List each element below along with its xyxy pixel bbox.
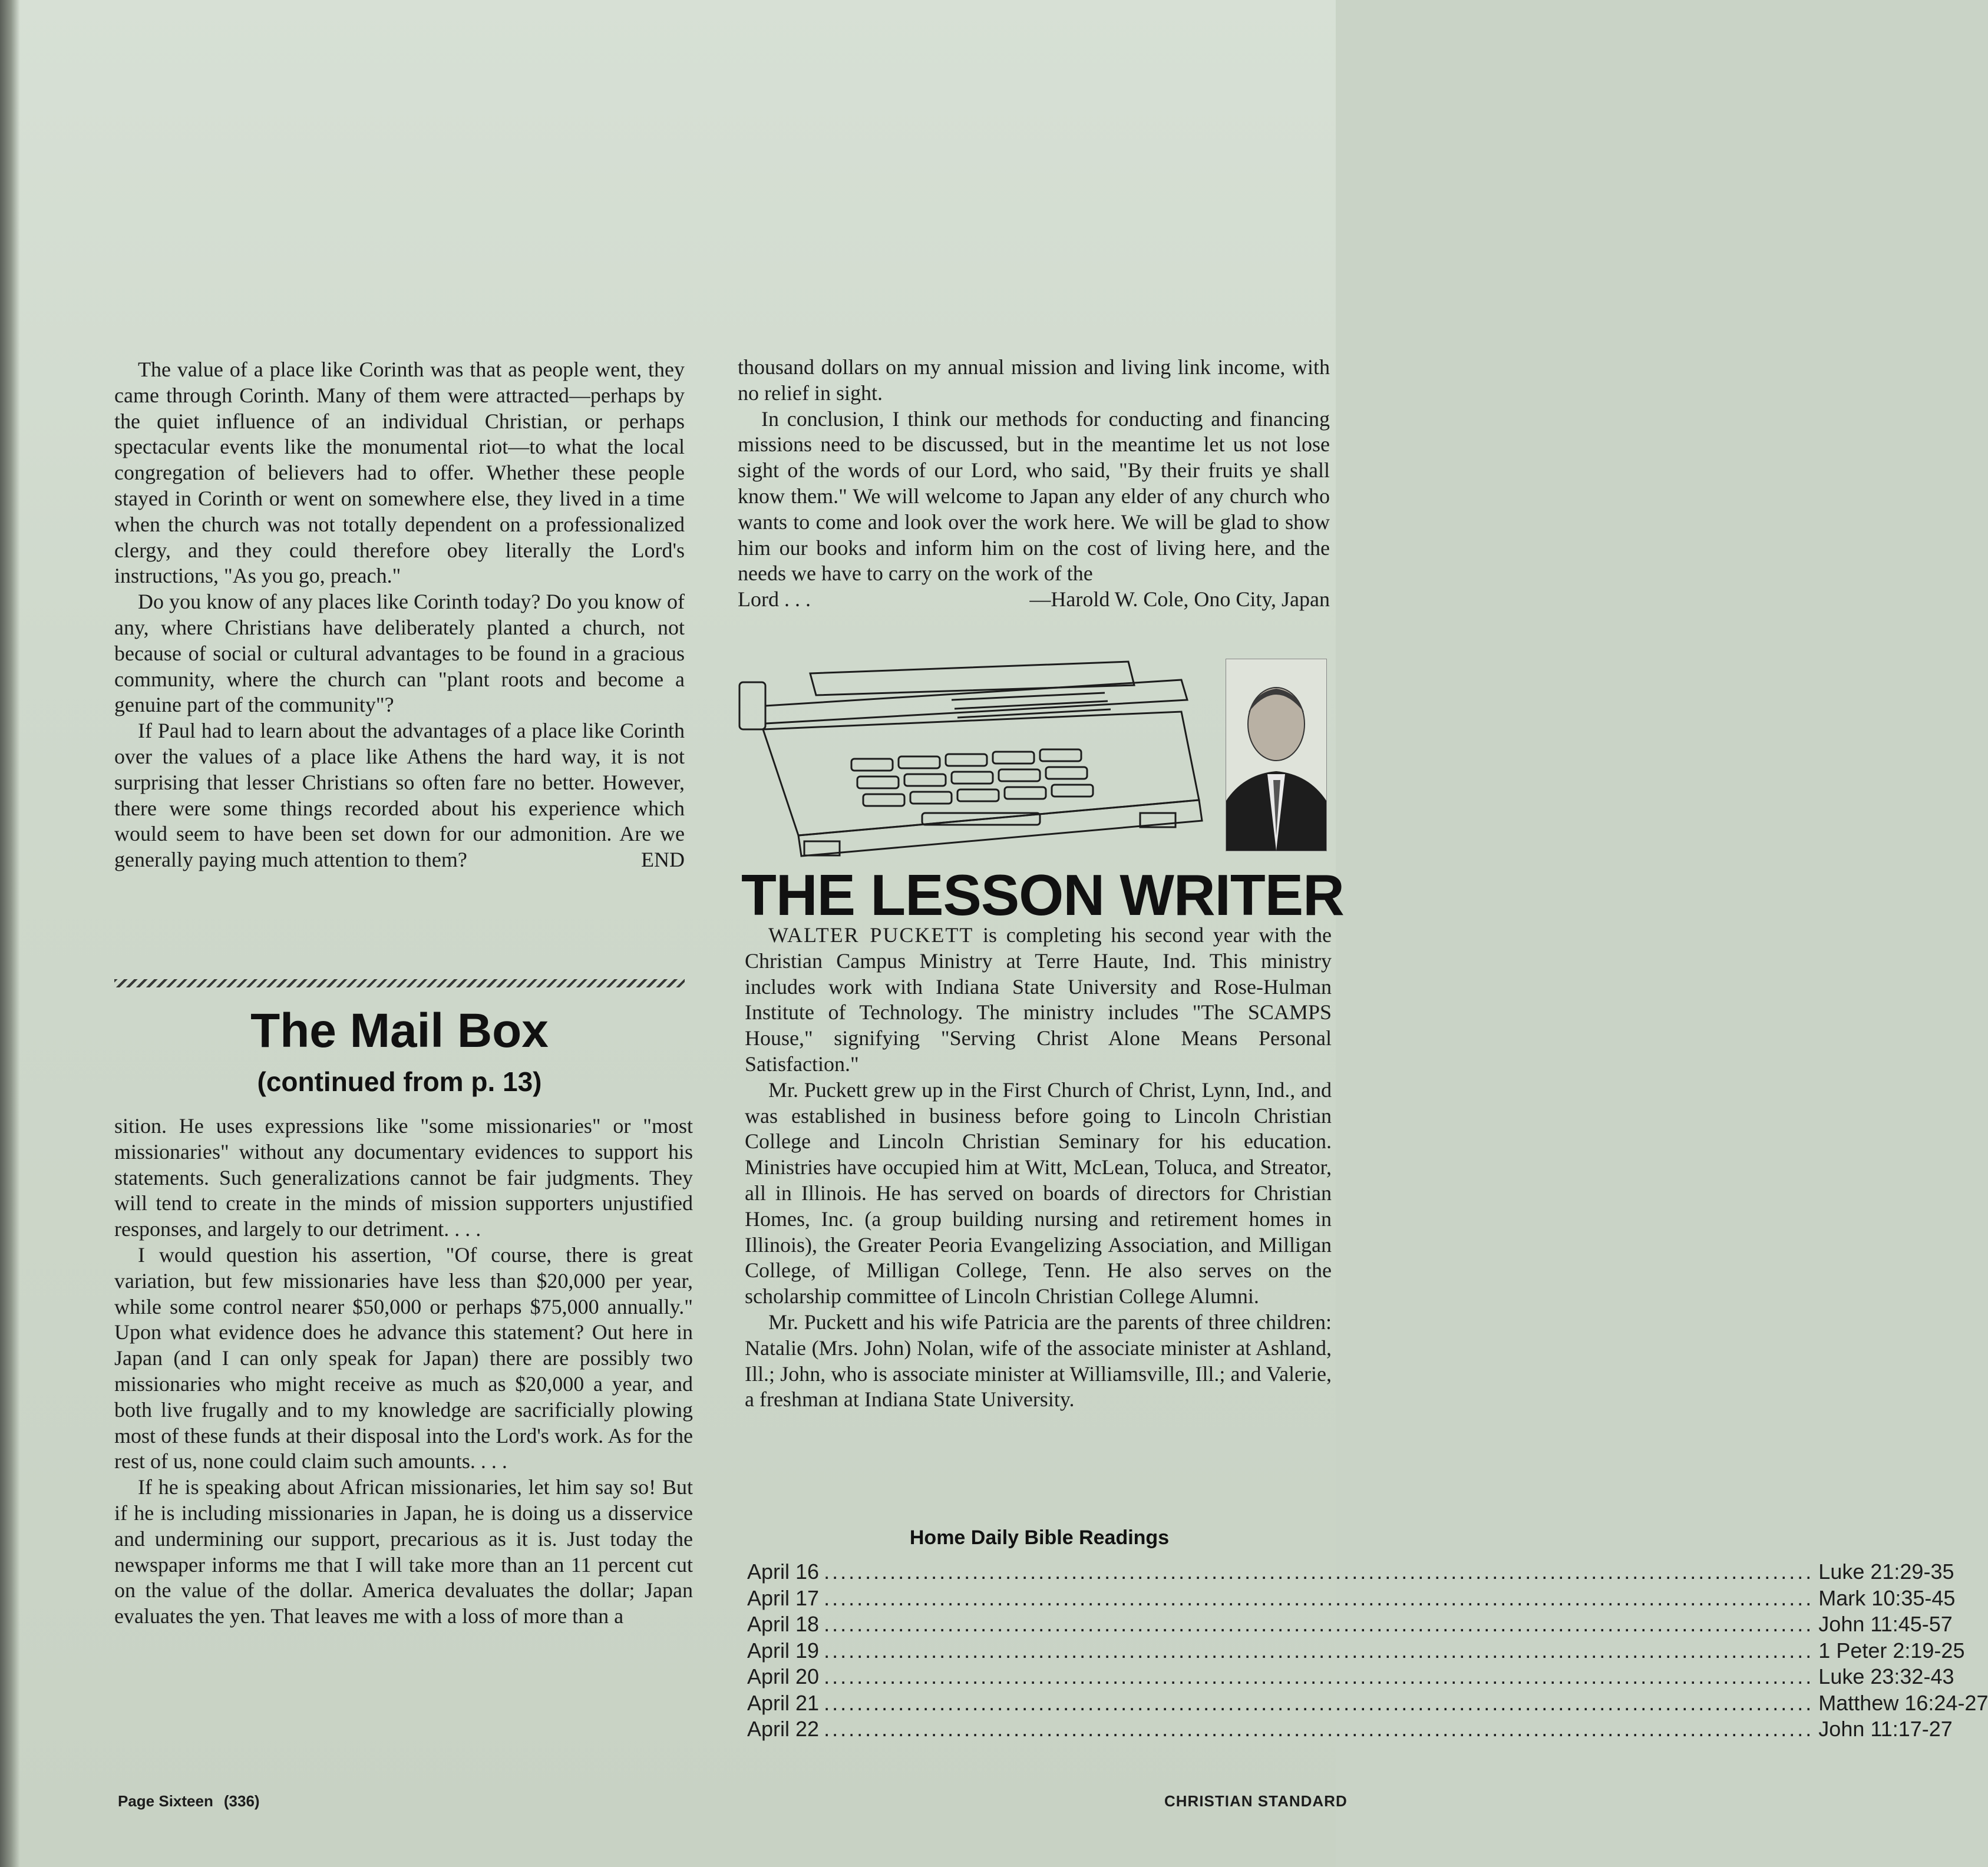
page-number: (336) [223, 1792, 260, 1810]
letter-paragraph: I would question his assertion, "Of course, there is great variation, but few missionaries have less than $20,000 per year, while some control nearer $50,000 or perhaps $75,000 annually." Upon what evidence does he advance this statement? Out here in Japan (and I can only speak for Japan) there are possibly two missionaries who might receive as much as $20,000 a year, and both live frugally and to my knowledge are sacrificially plowing most of these funds at their disposal into the Lord's work. As for the rest of us, none could claim such amounts. . . . [114, 1243, 693, 1473]
bible-readings-heading: Home Daily Bible Readings [909, 1526, 1170, 1549]
reading-date: April 21 [747, 1690, 820, 1715]
reading-reference: Mark 10:35-45 [1818, 1585, 1956, 1610]
page-label: Page Sixteen [118, 1792, 213, 1810]
author-portrait-photo [1226, 659, 1327, 851]
mail-box-continuation-column [738, 355, 1330, 613]
mail-box-heading: The Mail Box [250, 1004, 549, 1058]
letter-paragraph: sition. He uses expressions like "some missionaries" or "most missionaries" without any documentary evidences to support his statements. Such generalizations cannot be fair judgments. They will tend to create in the minds of mission supporters unjustified responses, and largely to our detriment. . . . [114, 1114, 693, 1241]
bible-readings-list [747, 1559, 1988, 1743]
publication-name: CHRISTIAN STANDARD [1164, 1792, 1348, 1810]
reading-date: April 19 [747, 1638, 820, 1663]
reading-reference: Matthew 16:24-27 [1818, 1690, 1988, 1715]
letter-signature-line [738, 587, 1330, 613]
article-paragraph: If Paul had to learn about the advantages of a place like Corinth over the values of a place like Athens the hard way, it is not surprising that lesser Christians so often fare no better. However, there were some things recorded about his experience which would seem to have been set down for our admonition. Are we generally paying much attention to them? END [114, 718, 685, 873]
lesson-writer-heading: THE LESSON WRITER [741, 863, 1344, 927]
bio-name: WALTER PUCKETT [768, 923, 974, 947]
article-corinth-column [114, 357, 685, 873]
reading-reference: Luke 23:32-43 [1818, 1664, 1954, 1688]
typewriter-illustration [728, 659, 1211, 859]
letter-paragraph: In conclusion, I think our methods for conducting and financing missions need to be discussed, but in the meantime let us not lose sight of the words of our Lord, who said, "By their fruits ye shall know them." We will welcome to Japan any elder of any church who wants to come and look over the work here. We will be glad to show him our books and inform him on the cost of living here, and the needs we have to carry on the work of the [738, 407, 1330, 586]
dot-leader: ........................................................................................................................ [824, 1559, 1814, 1584]
reading-reference: John 11:17-27 [1818, 1717, 1953, 1741]
letter-signature: —Harold W. Cole, Ono City, Japan [1029, 587, 1330, 612]
page-binding-shadow [0, 0, 20, 1867]
reading-row [747, 1716, 1953, 1743]
mail-box-subheading: (continued from p. 13) [257, 1066, 542, 1097]
reading-row [747, 1664, 1954, 1690]
reading-reference: John 11:45-57 [1818, 1612, 1953, 1636]
reading-reference: 1 Peter 2:19-25 [1818, 1638, 1965, 1663]
dot-leader: ........................................................................................................................ [824, 1717, 1814, 1741]
dot-leader: ........................................................................................................................ [824, 1612, 1814, 1636]
bio-paragraph: WALTER PUCKETT is completing his second year with the Christian Campus Ministry at Terre Haute, Ind. This ministry includes work with Indiana State University and Rose-Hulman Institute of Technology. The ministry includes "The SCAMPS House," signifying "Serving Christ Alone Means Personal Satisfaction." [745, 923, 1332, 1076]
page-footer-left [118, 1792, 260, 1810]
reading-row [747, 1585, 1956, 1612]
bio-paragraph: Mr. Puckett and his wife Patricia are the parents of three children: Natalie (Mrs. John) Nolan, wife of the associate minister at Ashland, Ill.; John, who is associate minister at Williamsville, Ill.; and Valerie, a freshman at Indiana State University. [745, 1310, 1332, 1412]
letter-paragraph: thousand dollars on my annual mission and living link income, with no relief in sight. [738, 355, 1330, 405]
reading-date: April 16 [747, 1559, 820, 1584]
article-paragraph: The value of a place like Corinth was that as people went, they came through Corinth. Many of them were attracted—perhaps by the quiet influence of an individual Christian, or perhaps spectacular events like the monumental riot—to what the local congregation of believers had to offer. Whether these people stayed in Corinth or went on somewhere else, they lived in a time when the church was not totally dependent on a professionalized clergy, and they could therefore obey literally the Lord's instructions, "As you go, preach." [114, 358, 685, 588]
reading-date: April 22 [747, 1717, 820, 1741]
reading-date: April 20 [747, 1664, 820, 1688]
letter-paragraph: If he is speaking about African missionaries, let him say so! But if he is including missionaries in Japan, he is doing us a disservice and undermining our support, precarious as it is. Just today the newspaper informs me that I will take more than an 11 percent cut on the value of the dollar. America devaluates the dollar; Japan evaluates the yen. That leaves me with a loss of more than a [114, 1475, 693, 1628]
reading-date: April 17 [747, 1585, 820, 1610]
dot-leader: ........................................................................................................................ [824, 1585, 1814, 1610]
reading-row [747, 1638, 1965, 1664]
dot-leader: ........................................................................................................................ [824, 1638, 1814, 1663]
dot-leader: ........................................................................................................................ [824, 1664, 1814, 1688]
closing-word: Lord . . . [738, 587, 811, 612]
dot-leader: ........................................................................................................................ [824, 1690, 1814, 1715]
reading-date: April 18 [747, 1612, 820, 1636]
reading-row [747, 1690, 1988, 1717]
bio-paragraph: Mr. Puckett grew up in the First Church of Christ, Lynn, Ind., and was established in business before going to Lincoln Christian College and Lincoln Christian Seminary for his education. Ministries have occupied him at Witt, McLean, Toluca, and Streator, all in Illinois. He has served on boards of directors for Christian Homes, Inc. (a group building nursing and retirement homes in Illinois), the Greater Peoria Evangelizing Association, and Milligan College, of Milligan College, Tenn. He also serves on the scholarship committee of Lincoln Christian College Alumni. [745, 1078, 1332, 1308]
section-divider [114, 979, 685, 987]
lesson-writer-bio-column [745, 923, 1332, 1413]
mail-box-column [114, 1113, 693, 1630]
article-paragraph: Do you know of any places like Corinth today? Do you know of any, where Christians have deliberately planted a church, not because of social or cultural advantages to be found in a gracious community, where the church can "plant roots and become a genuine part of the community"? [114, 590, 685, 717]
reading-reference: Luke 21:29-35 [1818, 1559, 1954, 1584]
reading-row [747, 1611, 1953, 1638]
reading-row [747, 1559, 1954, 1585]
end-mark: END [641, 848, 685, 872]
